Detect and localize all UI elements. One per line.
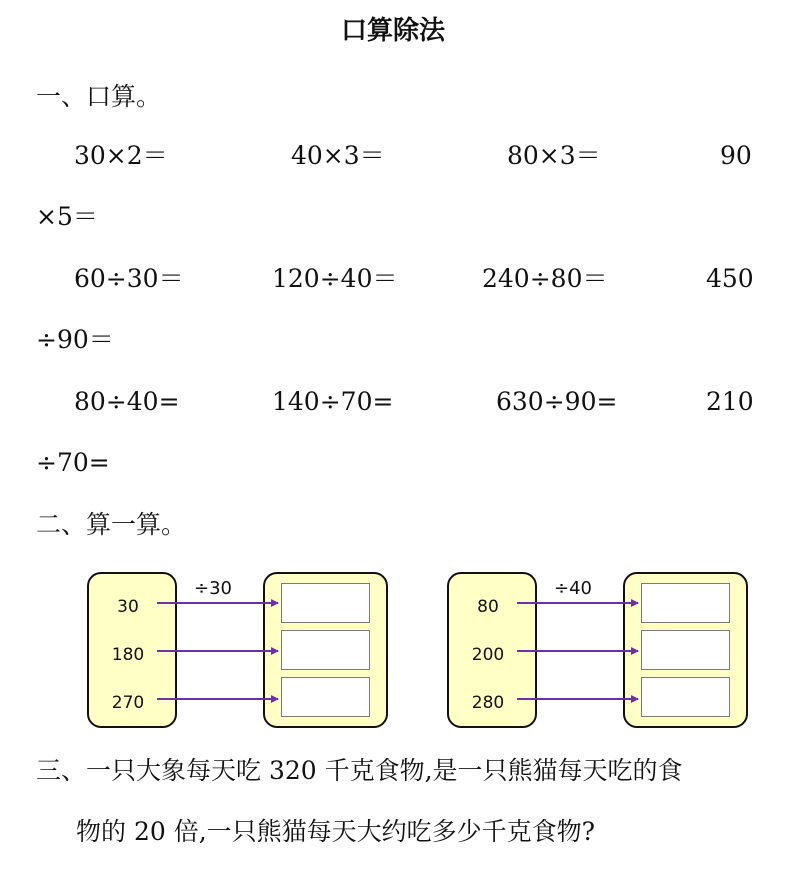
diagram1-input-2: 180 [111,645,145,665]
problem-1-4: 90 [720,141,752,170]
problem-2-3: 240÷80＝ [482,264,608,293]
problem-2-4: 450 [706,264,754,293]
problem-3-3: 630÷90= [496,387,618,416]
problem-2-1: 60÷30＝ [74,264,184,293]
problem-2-2: 120÷40＝ [272,264,398,293]
problem-3-4-wrap: ÷70= [36,448,110,477]
section1-heading: 一、口算。 [36,82,162,111]
problem-2-4-wrap: ÷90＝ [36,325,114,354]
problem-3-2: 140÷70= [272,387,394,416]
problem-3-4: 210 [706,387,754,416]
section3-line1: 三、一只大象每天吃 320 千克食物,是一只熊猫每天吃的食 [36,756,683,785]
problem-1-2: 40×3＝ [291,141,385,170]
diagram2-operator: ÷40 [554,578,592,599]
problem-1-3: 80×3＝ [507,141,601,170]
problem-1-4-wrap: ×5＝ [36,202,98,231]
diagram2-input-2: 200 [471,645,505,665]
diagram1-input-3: 270 [111,693,145,713]
page-title: 口算除法 [340,16,445,46]
section2-heading: 二、算一算。 [36,510,187,539]
problem-3-1: 80÷40= [74,387,180,416]
problem-1-1: 30×2＝ [74,141,168,170]
diagram1-operator: ÷30 [194,578,232,599]
diagram1-input-1: 30 [117,597,139,617]
section3-line2: 物的 20 倍,一只熊猫每天大约吃多少千克食物? [76,817,596,846]
diagram2-input-3: 280 [471,693,505,713]
diagram2-input-1: 80 [477,597,499,617]
